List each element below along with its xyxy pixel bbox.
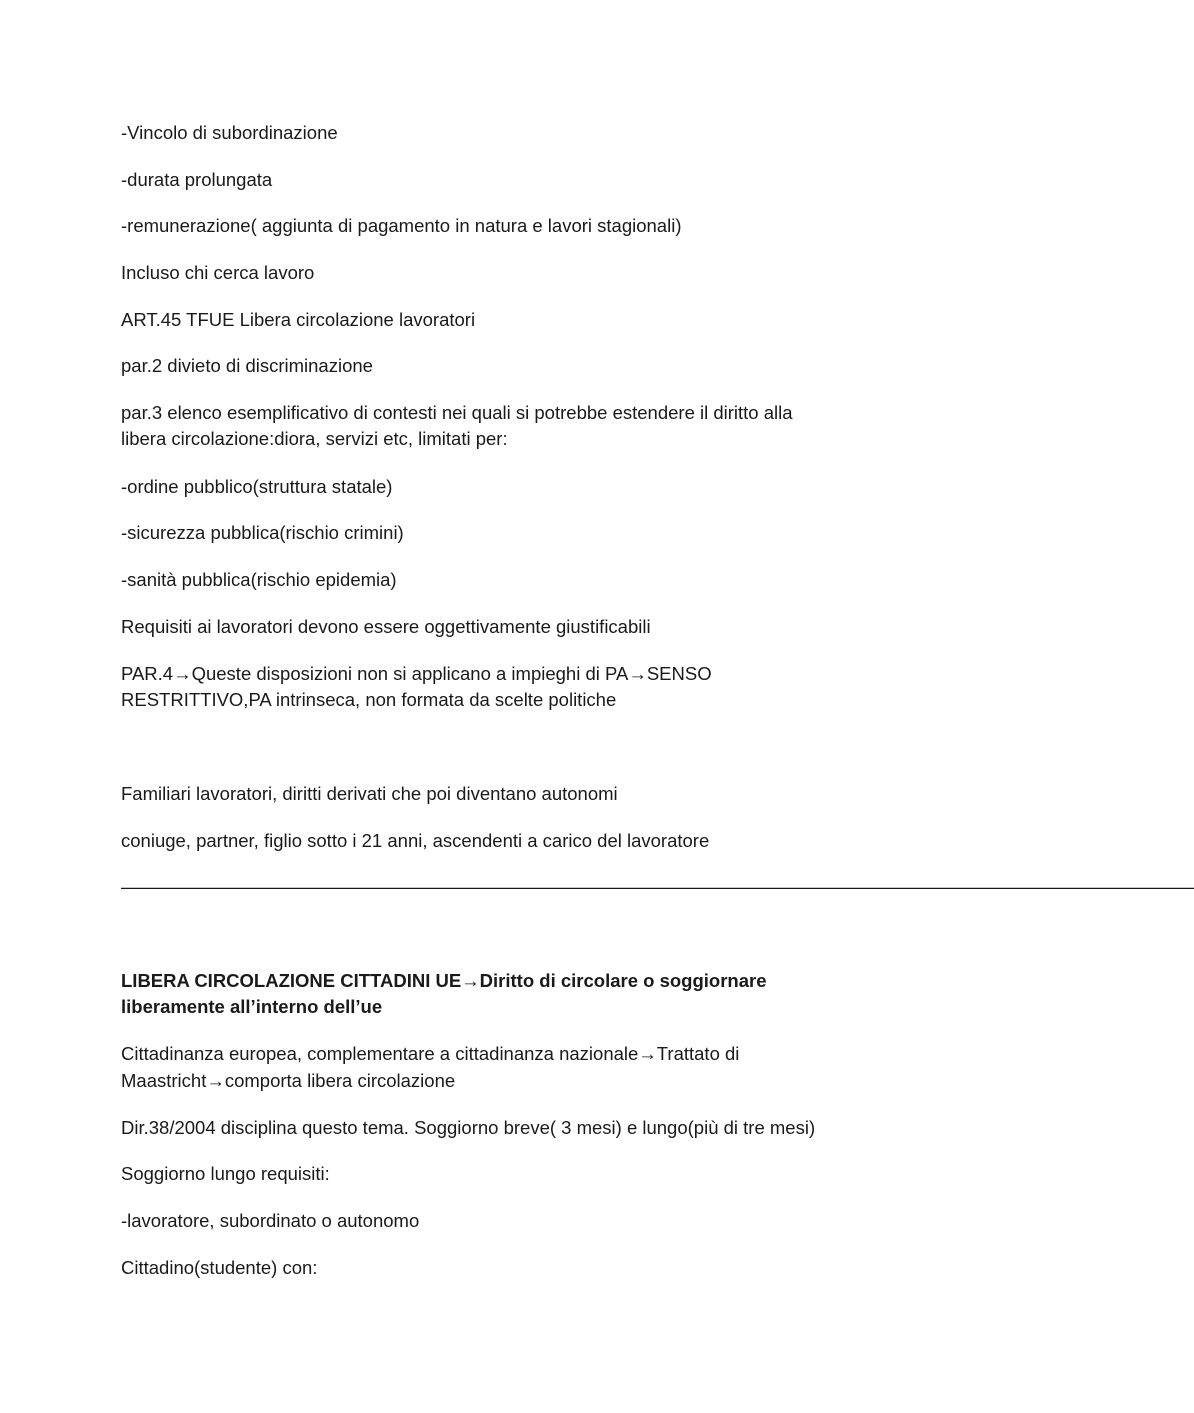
paragraph: -Vincolo di subordinazione: [121, 122, 338, 143]
paragraph-continuation: RESTRITTIVO,PA intrinseca, non formata da scelte politiche: [121, 689, 617, 710]
paragraph: -lavoratore, subordinato o autonomo: [121, 1210, 420, 1231]
paragraph: -durata prolungata: [121, 169, 273, 190]
paragraph: par.3 elenco esemplificativo di contesti nei quali si potrebbe estendere il diritto alla: [121, 402, 793, 423]
paragraph-continuation: libera circolazione:diora, servizi etc, limitati per:: [121, 428, 508, 449]
section-heading: LIBERA CIRCOLAZIONE CITTADINI UE→Diritto di circolare o soggiornare: [121, 970, 767, 991]
paragraph: -sanità pubblica(rischio epidemia): [121, 569, 397, 590]
paragraph: ART.45 TFUE Libera circolazione lavoratori: [121, 309, 476, 330]
paragraph: PAR.4→Queste disposizioni non si applicano a impieghi di PA→SENSO: [121, 663, 712, 684]
paragraph: -sicurezza pubblica(rischio crimini): [121, 522, 404, 543]
paragraph: Requisiti ai lavoratori devono essere oggettivamente giustificabili: [121, 616, 651, 637]
section-heading-continuation: liberamente all’interno dell’ue: [121, 996, 383, 1017]
paragraph: Cittadinanza europea, complementare a cittadinanza nazionale→Trattato di: [121, 1043, 740, 1064]
paragraph: Incluso chi cerca lavoro: [121, 262, 315, 283]
paragraph: -remunerazione( aggiunta di pagamento in natura e lavori stagionali): [121, 215, 682, 236]
paragraph: coniuge, partner, figlio sotto i 21 anni, ascendenti a carico del lavoratore: [121, 830, 710, 851]
paragraph: par.2 divieto di discriminazione: [121, 355, 373, 376]
paragraph: Soggiorno lungo requisiti:: [121, 1163, 330, 1184]
paragraph: -ordine pubblico(struttura statale): [121, 476, 393, 497]
paragraph: Familiari lavoratori, diritti derivati che poi diventano autonomi: [121, 783, 618, 804]
paragraph: Cittadino(studente) con:: [121, 1257, 318, 1278]
paragraph: Dir.38/2004 disciplina questo tema. Soggiorno breve( 3 mesi) e lungo(più di tre mesi): [121, 1117, 816, 1138]
separator-line: ——————————————————————————————————————————————————————————: [121, 876, 1194, 897]
paragraph-continuation: Maastricht→comporta libera circolazione: [121, 1070, 456, 1091]
